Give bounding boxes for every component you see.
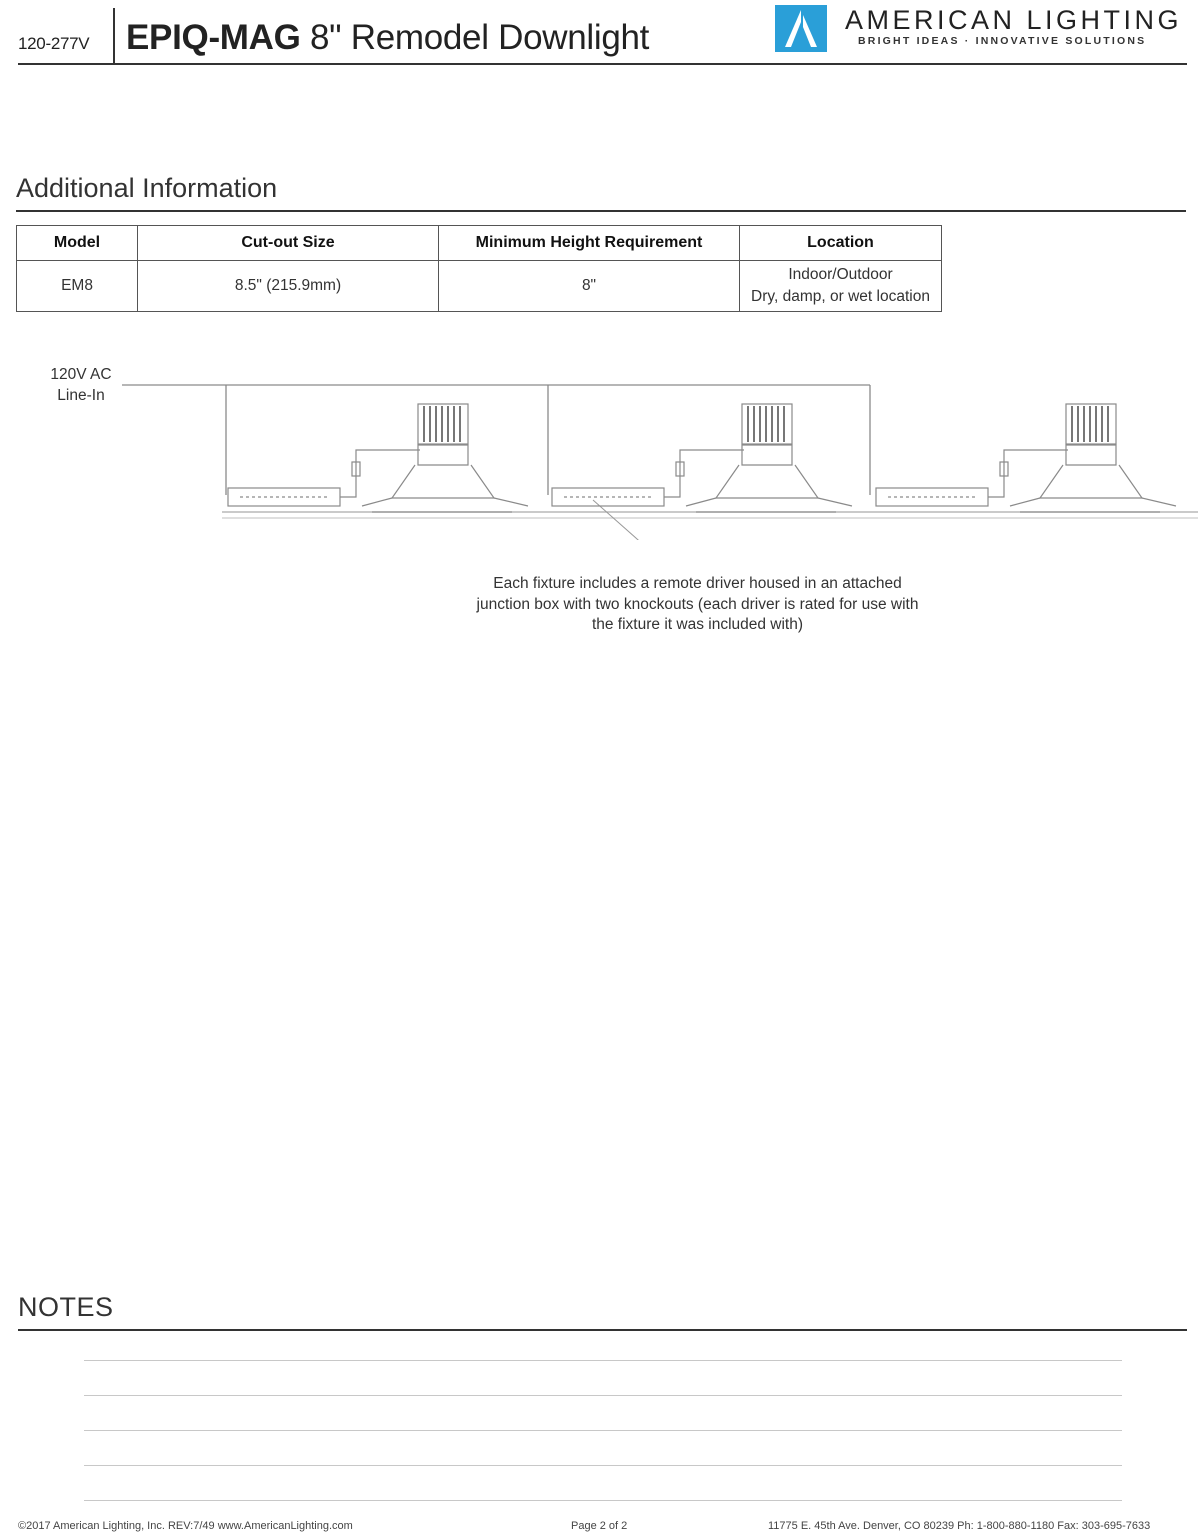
table-row: [17, 261, 942, 312]
fixture-1: [228, 404, 528, 512]
additional-info-table: [16, 225, 942, 312]
column-header-cutout: Cut-out Size: [138, 226, 439, 261]
brand-name: AMERICAN LIGHTING: [845, 5, 1183, 35]
column-header-model: Model: [17, 226, 138, 261]
diagram-callout: [440, 574, 955, 636]
column-header-location: Location: [740, 226, 942, 261]
note-line: [84, 1360, 1122, 1361]
american-lighting-logo-icon: [775, 5, 827, 52]
footer-contact: 11775 E. 45th Ave. Denver, CO 80239 Ph: 1-800-880-1180 Fax: 303-695-7633: [768, 1520, 1151, 1532]
section-title-additional-information: Additional Information: [16, 173, 278, 203]
brand-tagline: BRIGHT IDEAS · INNOVATIVE SOLUTIONS: [858, 35, 1147, 47]
header-rule: [18, 63, 1187, 65]
title-description: 8" Remodel Downlight: [310, 18, 650, 57]
fixture-2: [552, 404, 852, 512]
note-line: [84, 1500, 1122, 1501]
callout-line-3: the fixture it was included with): [591, 616, 804, 633]
voltage-label: 120-277V: [18, 34, 90, 53]
page-title: [126, 18, 649, 58]
note-line: [84, 1395, 1122, 1396]
section-rule: [16, 210, 1186, 212]
note-line: [84, 1430, 1122, 1431]
callout-line-2: junction box with two knockouts (each driver is rated for use with: [476, 595, 919, 613]
table-header-row: [17, 226, 942, 261]
cell-location: [740, 261, 942, 312]
footer-page-number: Page 2 of 2: [571, 1520, 628, 1532]
fixture-3: [876, 404, 1176, 512]
cell-cutout: 8.5" (215.9mm): [138, 261, 439, 312]
footer-copyright: ©2017 American Lighting, Inc. REV:7/49 www.AmericanLighting.com: [18, 1520, 353, 1532]
note-line: [84, 1465, 1122, 1466]
cell-model: EM8: [17, 261, 138, 312]
line-in-voltage: 120V AC: [50, 366, 112, 383]
location-line-1: Indoor/Outdoor: [788, 266, 893, 283]
header-divider: [113, 8, 115, 64]
notes-rule: [18, 1329, 1187, 1331]
notes-title: NOTES: [18, 1292, 114, 1322]
callout-line-1: Each fixture includes a remote driver housed in an attached: [493, 575, 902, 592]
title-model: EPIQ-MAG: [126, 18, 301, 57]
location-line-2: Dry, damp, or wet location: [751, 288, 930, 305]
wiring-diagram: [0, 340, 1200, 540]
cell-min-height: 8": [439, 261, 740, 312]
line-in-text: Line-In: [57, 387, 105, 404]
column-header-min-height: Minimum Height Requirement: [439, 226, 740, 261]
